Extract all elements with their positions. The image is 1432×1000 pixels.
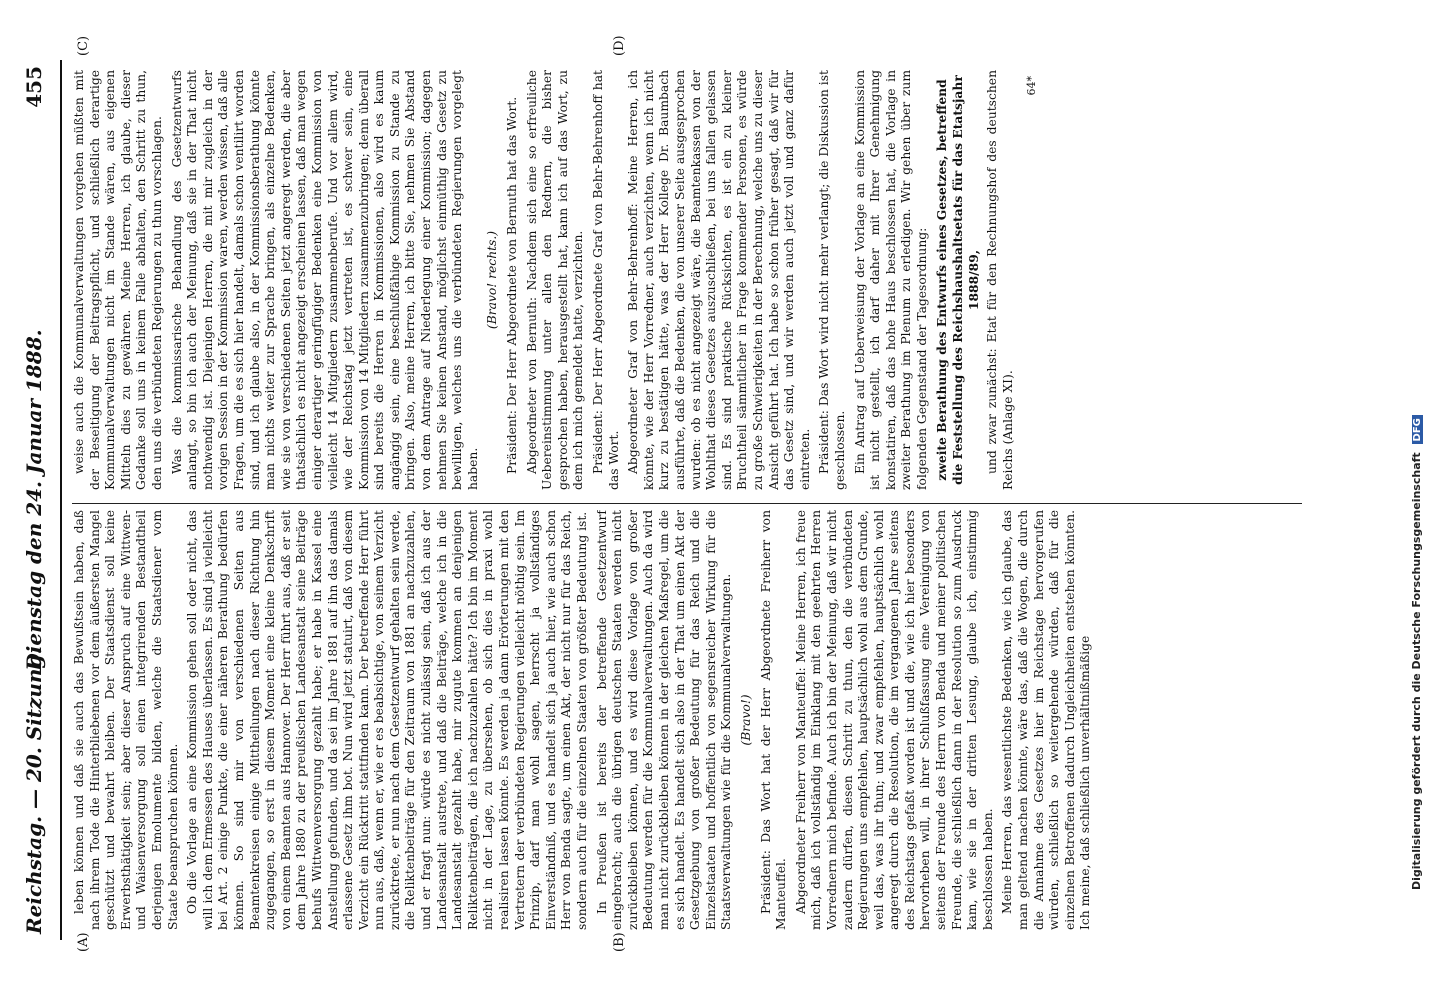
margin-letter-c: (C) (76, 35, 91, 56)
speech-paragraph: Meine Herren, das wesentlichste Bedenken, wie ich glaube, das man geltend machen könnte, wäre das, daß die Wogen, die durch die Annahme des Gesetzes hier im Reichstage hervorgerufen würden, schließlich so weitergehende würden, daß für die einzelnen Betroffenen dadurch Ungleichheiten entstehen könnten. Ich meine, daß schließlich unverhältnißmäßige (1000, 510, 1093, 930)
paragraph: In Preußen ist bereits der betreffende Gesetzentwurf eingebracht; auch die übrigen deutschen Staaten werden nicht zurückbleiben können, und es wird diese Vorlage von großer Bedeutung werden für die Kommunalverwaltungen. Auch da wird man nicht zurückbleiben können in der gleichen Maßregel, um die es sich handelt. Es handelt sich also in der That um einen Akt der Gesetzgebung von großer Bedeutung für das Reich und die Einzelstaaten und hoffentlich von segensreicher Wirkung für die Staatsverwaltungen wie für die Kommunalverwaltungen. (594, 510, 734, 930)
paragraph: weise auch die Kommunalverwaltungen vorgehen müßten mit der Beseitigung der Beitragspflicht, und schließlich derartige Kommunalverwaltungen nicht im Stande wären, aus eigenen Mitteln dies zu gewähren. Meine Herren, ich glaube, dieser Gedanke soll uns in keinem Falle abhalten, den Schritt zu thun, den uns die verbündeten Regierungen zu thun vorschlagen. (72, 70, 164, 490)
speech-paragraph: Abgeordneter Freiherr von Manteuffel: Meine Herren, ich freue mich, daß ich vollständig im Einklang mit den geehrten Herren Vorrednern mich befinde. Auch ich bin der Meinung, daß wir nicht zaudern dürfen, diesen Schritt zu thun, den die verbündeten Regierungen uns empfehlen, hauptsächlich wohl aus dem Grunde, weil das, was ihr thun; und zwar empfehlen, hauptsächlich wohl angeregt durch die Resolution, die im vergangenen Jahre seitens des Reichstags gefaßt worden ist und die, wie ich hier besonders hervorheben will, in ihrer Schlußfassung eine Vereinigung von seitens der Freunde des Herrn von Benda und meiner politischen Freunde, die schließlich dann in der Resolution so zum Ausdruck kam, wie sie in der dritten Lesung, glaube ich, einstimmig beschlossen haben. (793, 510, 995, 930)
speech-paragraph: Abgeordneter Graf von Behr-Behrenhoff: Meine Herren, ich könnte, wie der Herr Vorredner, auch verzichten, wenn ich nicht kurz zu bestätigen hätte, was der Herr Kollege Dr. Baumbach ausführte, daß die Bedenken, die von unserer Seite ausgesprochen wurden: ob es nicht angezeigt wäre, die Beamtenkassen von der Wohlthat dieses Gesetzes auszuschließen, bei uns fallen gelassen sind. Es sind praktische Rücksichten, es ist ein zu kleiner Bruchtheil sämmtlicher in Frage kommender Personen, es würde zu große Schwierigkeiten in der Berechnung, welche uns zu dieser Ansicht geführt hat. Ich habe so schon früher gesagt, daß wir für das Gesetz sind, und wir werden auch jetzt voll und ganz dafür eintreten. (626, 70, 812, 490)
agenda-detail: und zwar zunächst: Etat für den Rechnungshof des deutschen Reichs (Anlage XI). (985, 70, 1015, 490)
paragraph: Ob die Vorlage an eine Kommission gehen soll oder nicht, das will ich dem Ermessen des Hauses überlassen. Es sind ja vielleicht bei Art. 2 einige Punkte, die einer näheren Berathung bedürfen können. So sind mir von verschiedenen Seiten aus Beamtenkreisen einige Mittheilungen nach dieser Richtung hin zugegangen, so erst in diesem Moment eine kleine Denkschrift von einem Beamten aus Hannover. Der Herr führt aus, daß er seit dem Jahre 1880 zu der preußischen Landesanstalt seine Beiträge behufs Wittwenversorgung gezahlt habe; er habe in Kassel eine Anstellung gefunden, und da sei im Jahre 1881 auf ihn das damals erlassene Gesetz ihm bot. Nun wird jetzt statuirt, daß von diesem Verzicht ein Rücktritt stattfinden kann. Der betreffende Herr führt nun aus, daß, wenn er, wie er es beabsichtige, von seinem Verzicht zurücktrete, er nun nach dem Gesetzentwurf gehalten sein werde, die Reliktenbeiträge für den Zeitraum von 1881 an nachzuzahlen, und er fragt nun: würde es nicht zulässig sein, daß ich aus der Landesanstalt austrete, und daß die Beiträge, welche ich in die Landesanstalt gezahlt habe, mir zugute kommen an denjenigen Reliktenbeiträgen, die ich nachzuzahlen hätte? Ich bin im Moment nicht in der Lage, zu übersehen, ob sich dies in praxi wohl realisiren lassen könnte. Es werden ja dann Erörterungen mit den Vertretern der verbündeten Regierungen vielleicht nöthig sein. Im Prinzip, darf man wohl sagen, herrscht ja vollständiges Einverständniß, und es handelt sich ja auch hier, wie auch schon Herr von Benda sagte, um einen Akt, der nicht nur für das Reich, sondern auch für die einzelnen Staaten von größter Bedeutung ist. (185, 510, 589, 930)
right-column (72, 70, 1302, 490)
president-statement: Präsident: Der Herr Abgeordnete von Bernuth hat das Wort. (505, 96, 520, 474)
page-number: 455 (22, 66, 46, 108)
left-column (72, 510, 1302, 930)
header-session: Reichstag. — 20. Sitzung. (22, 647, 46, 934)
president-statement: Präsident: Das Wort wird nicht mehr verlangt; die Diskussion ist geschlossen. (817, 70, 847, 490)
president-statement: Präsident: Der Herr Abgeordnete Graf von Behr-Behrenhoff hat das Wort. (591, 70, 621, 490)
header-date: Dienstag den 24. Januar 1888. (22, 329, 46, 671)
column-divider (72, 503, 1302, 504)
digitization-note: Digitalisierung gefördert durch die Deutsche Forschungsgemeinschaft (1410, 452, 1423, 890)
speech-paragraph: Ein Antrag auf Ueberweisung der Vorlage an eine Kommission ist nicht gestellt, ich darf daher mit Ihrer Genehmigung konstatiren, daß das hohe Haus beschlossen hat, die Vorlage in zweiter Berathung im Plenum zu erledigen. Wir gehen über zum folgenden Gegenstand der Tagesordnung: (852, 70, 929, 490)
paragraph: Was die kommissarische Behandlung des Gesetzentwurfs anlangt, so bin ich auch der Meinung, daß sie in der That nicht nothwendig ist. Diejenigen Herren, die mit mir zugleich in der vorigen Session in der Kommission waren, werden wissen, daß alle Fragen, um die es sich hier handelt, damals schon ventilirt worden sind, und ich glaube also, in der Kommissionsberathung könnte man nichts weiter zur Sprache bringen, als einzelne Bedenken, wie sie von verschiedenen Seiten jetzt angeregt werden, die aber thatsächlich es nicht angezeigt erscheinen lassen, daß man wegen einiger derartiger geringfügiger Bedenken eine Kommission von vielleicht 14 Mitgliedern zusammenberufe. Und vor allem wird, wie der Reichstag jetzt vertreten ist, es schwer sein, eine Kommission von 14 Mitgliedern zusammenzubringen; denn überall sind bereits die Herren in Kommissionen, also wird es kaum angängig sein, eine beschlußfähige Kommission zu Stande zu bringen. Also, meine Herren, ich bitte Sie, nehmen Sie Abstand von dem Antrage auf Niederlegung einer Kommission; dagegen nehmen Sie keinen Anstand, möglichst einmüthig das Gesetz zu bewilligen, welches uns die verbündeten Regierungen vorgelegt haben. (169, 70, 480, 490)
applause-note: (Bravo! rechts.) (485, 230, 500, 330)
digitization-footer (1410, 110, 1428, 890)
dfg-logo: DFG (1412, 415, 1423, 444)
page-header (16, 60, 62, 940)
signature-mark: 64* (1025, 76, 1039, 96)
speech-paragraph: Abgeordneter von Bernuth: Nachdem sich eine so erfreuliche Uebereinstimmung unter allen den Rednern, die bisher gesprochen haben, herausgestellt hat, kann ich auf das Wort, zu dem ich mich gemeldet hatte, verzichten. (524, 70, 586, 490)
margin-letter-b: (B) (612, 932, 627, 952)
paragraph: leben können und daß sie auch das Bewußtsein haben, daß nach ihrem Tode die Hinterbliebenen vor dem äußersten Mangel geschützt und bewahrt bleiben. Der Staatsdienst soll keine Erwerbsthätigkeit sein; aber dieser Anspruch auf eine Wittwen- und Waisenversorgung soll einen integrirenden Bestandtheil derjenigen Emolumente bilden, welche die Staatsdiener vom Staate beanspruchen können. (72, 510, 180, 930)
margin-letter-a: (A) (76, 932, 91, 952)
president-statement: Präsident: Das Wort hat der Herr Abgeordnete Freiherr von Manteuffel. (758, 510, 789, 930)
applause-note: (Bravo!) (738, 694, 753, 746)
agenda-item-heading: zweite Berathung des Entwurfs eines Gesetzes, betreffend die Feststellung des Reichshaushaltsetats für das Etatsjahr 1888/89, (934, 75, 981, 485)
margin-letter-d: (D) (612, 35, 627, 56)
